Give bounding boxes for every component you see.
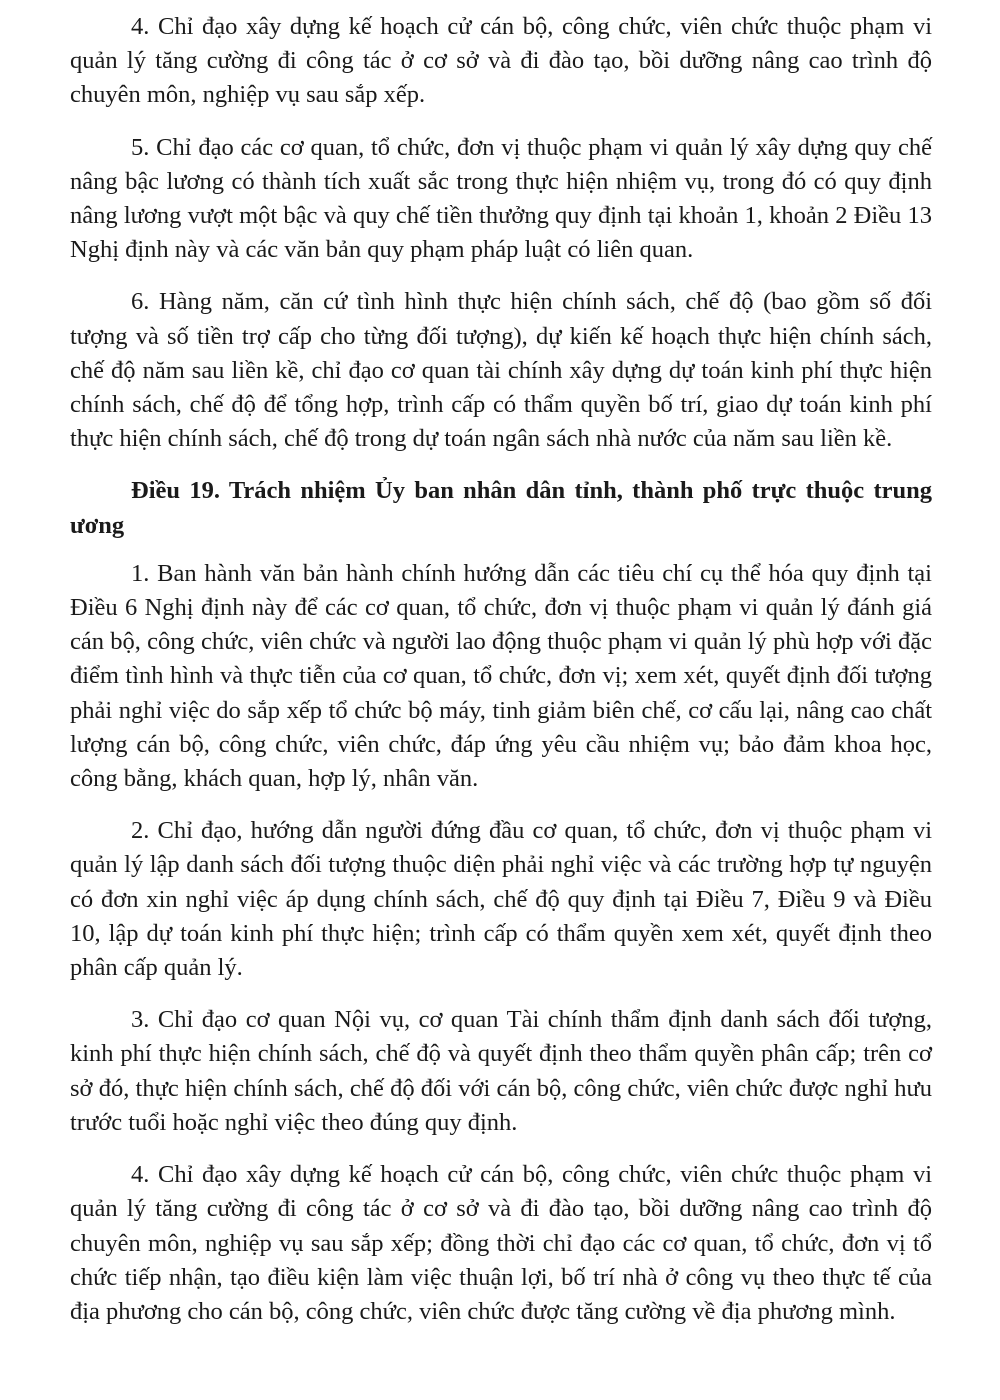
article-paragraph-1: 1. Ban hành văn bản hành chính hướng dẫn các tiêu chí cụ thể hóa quy định tại Điều 6 Nghị định này để các cơ quan, tổ chức, đơn vị thuộc phạm vi quản lý đánh giá cán bộ, công chức, viên chức và người lao động thuộc phạm vi quản lý phù hợp với đặc điểm tình hình và thực tiễn của cơ quan, tổ chức, đơn vị; xem xét, quyết định đối tượng phải nghỉ việc do sắp xếp tổ chức bộ máy, tinh giảm biên chế, cơ cấu lại, nâng cao chất lượng cán bộ, công chức, viên chức, đáp ứng yêu cầu nhiệm vụ; bảo đảm khoa học, công bằng, khách quan, hợp lý, nhân văn. <box>70 559 932 793</box>
paragraph-item-4: 4. Chỉ đạo xây dựng kế hoạch cử cán bộ, công chức, viên chức thuộc phạm vi quản lý tăng cường đi công tác ở cơ sở và đi đào tạo, bồi dưỡng nâng cao trình độ chuyên môn, nghiệp vụ sau sắp xếp. <box>70 13 932 109</box>
article-paragraph-4: 4. Chỉ đạo xây dựng kế hoạch cử cán bộ, công chức, viên chức thuộc phạm vi quản lý tăng cường đi công tác ở cơ sở và đi đào tạo, bồi dưỡng nâng cao trình độ chuyên môn, nghiệp vụ sau sắp xếp; đồng thời chỉ đạo các cơ quan, tổ chức, đơn vị tổ chức tiếp nhận, tạo điều kiện làm việc thuận lợi, bố trí nhà ở công vụ theo thực tế của địa phương cho cán bộ, công chức, viên chức được tăng cường về địa phương mình. <box>70 1161 932 1325</box>
paragraph-item-6: 6. Hàng năm, căn cứ tình hình thực hiện chính sách, chế độ (bao gồm số đối tượng và số tiền trợ cấp cho từng đối tượng), dự kiến kế hoạch thực hiện chính sách, chế độ năm sau liền kề, chỉ đạo cơ quan tài chính xây dựng dự toán kinh phí thực hiện chính sách, chế độ để tổng hợp, trình cấp có thẩm quyền bố trí, giao dự toán kinh phí thực hiện chính sách, chế độ trong dự toán ngân sách nhà nước của năm sau liền kề. <box>70 288 932 453</box>
paragraph-item-5: 5. Chỉ đạo các cơ quan, tổ chức, đơn vị thuộc phạm vi quản lý xây dựng quy chế nâng bậc lương có thành tích xuất sắc trong thực hiện nhiệm vụ, trong đó có quy định nâng lương vượt một bậc và quy chế tiền thưởng quy định tại khoản 1, khoản 2 Điều 13 Nghị định này và các văn bản quy phạm pháp luật có liên quan. <box>70 133 932 264</box>
article-paragraph-3: 3. Chỉ đạo cơ quan Nội vụ, cơ quan Tài chính thẩm định danh sách đối tượng, kinh phí thực hiện chính sách, chế độ và quyết định theo thẩm quyền phân cấp; trên cơ sở đó, thực hiện chính sách, chế độ đối với cán bộ, công chức, viên chức được nghỉ hưu trước tuổi hoặc nghỉ việc theo đúng quy định. <box>70 1006 932 1136</box>
article-paragraph-2: 2. Chỉ đạo, hướng dẫn người đứng đầu cơ quan, tổ chức, đơn vị thuộc phạm vi quản lý lập danh sách đối tượng thuộc diện phải nghỉ việc và các trường hợp tự nguyện có đơn xin nghỉ việc áp dụng chính sách, chế độ quy định tại Điều 7, Điều 9 và Điều 10, lập dự toán kinh phí thực hiện; trình cấp có thẩm quyền xem xét, quyết định theo phân cấp quản lý. <box>70 817 932 982</box>
article-heading: Điều 19. Trách nhiệm Ủy ban nhân dân tỉnh, thành phố trực thuộc trung ương <box>70 477 932 539</box>
